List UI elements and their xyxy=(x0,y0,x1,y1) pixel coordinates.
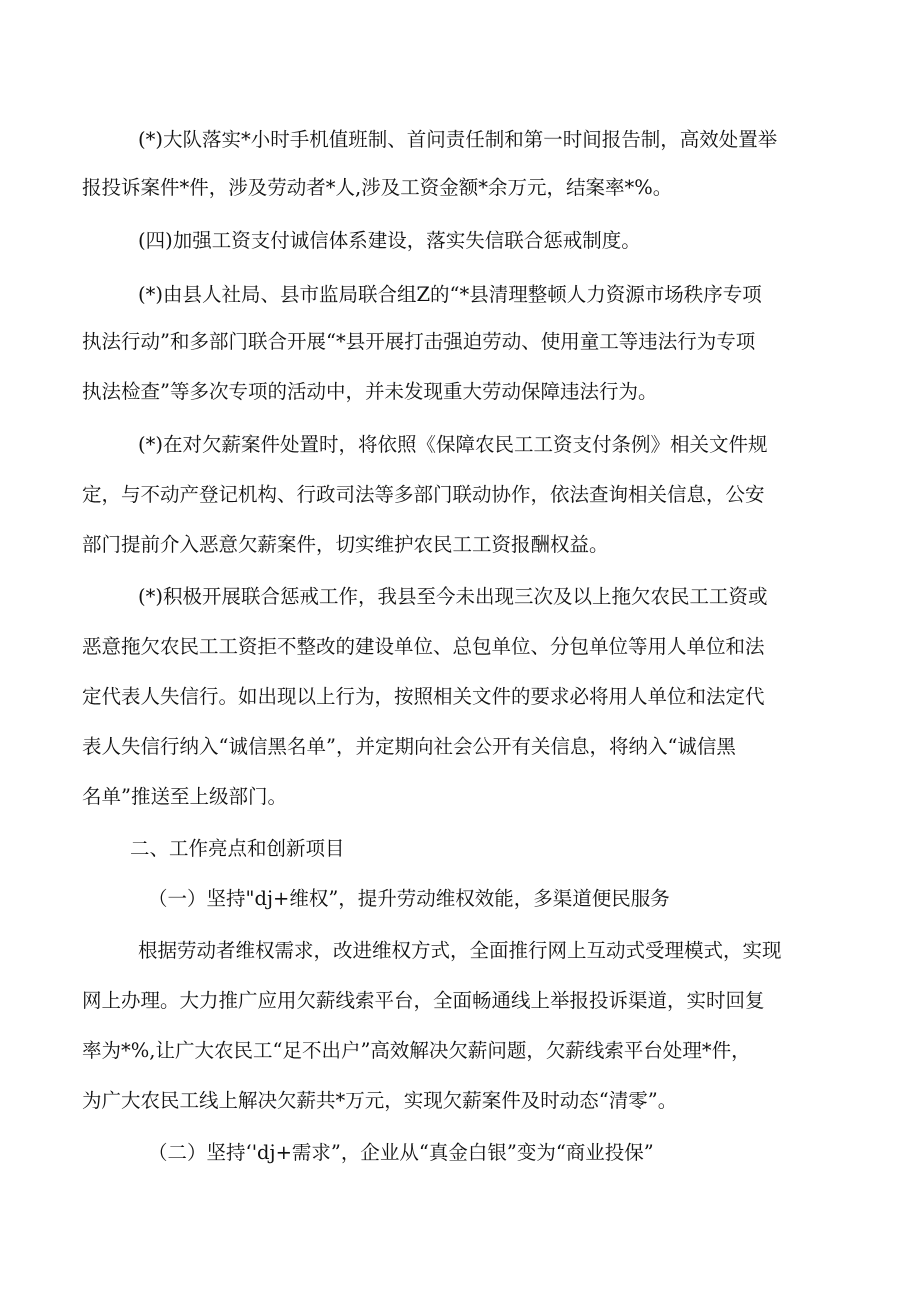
paragraph-5-line-3: 定代表人失信行。如出现以上行为，按照相关文件的要求必将用人单位和法定代 xyxy=(82,685,765,708)
paragraph-5-line-5: 名单”推送至上级部门。 xyxy=(82,785,287,808)
paragraph-8-line-2: 网上办理。大力推广应用欠薪线索平台，全面畅通线上举报投诉渠道，实时回复 xyxy=(82,989,765,1012)
paragraph-1-line-2: 报投诉案件*件，涉及劳动者*人,涉及工资金额*余万元，结案率*%。 xyxy=(82,176,673,199)
paragraph-3-line-2: 执法行动”和多部门联合开展“*县开展打击强迫劳动、使用童工等违法行为专项 xyxy=(82,330,756,353)
paragraph-8-line-1: 根据劳动者维权需求，改进维权方式，全面推行网上互动式受理模式，实现 xyxy=(138,939,782,962)
paragraph-5-line-1: (*)积极开展联合惩戒工作，我县至今未出现三次及以上拖欠农民工工资或 xyxy=(138,585,768,608)
section-heading-four: (四)加强工资支付诚信体系建设，落实失信联合惩戒制度。 xyxy=(138,229,641,252)
paragraph-4-line-2: 定，与不动产登记机构、行政司法等多部门联动协作，依法查询相关信息，公安 xyxy=(82,483,765,506)
paragraph-3-line-3: 执法检查”等多次专项的活动中，并未发现重大劳动保障违法行为。 xyxy=(82,380,658,403)
paragraph-3-line-1: (*)由县人社局、县市监局联合组Z的“*县清理整顿人力资源市场秩序专项 xyxy=(138,283,762,306)
paragraph-8-line-3: 率为*%,让广大农民工“足不出户”高效解决欠薪问题，欠薪线索平台处理*件， xyxy=(82,1039,751,1062)
subsection-heading-two: （二）坚持‘'dj+需求”，企业从“真金白银”变为“商业投保” xyxy=(148,1141,654,1164)
section-heading-two: 二、工作亮点和创新项目 xyxy=(130,837,345,860)
paragraph-5-line-4: 表人失信行纳入“诚信黑名单”，并定期向社会公开有关信息，将纳入“诚信黑 xyxy=(82,735,736,758)
subsection-heading-one: （一）坚持"dj+维权”，提升劳动维权效能，多渠道便民服务 xyxy=(148,887,670,910)
paragraph-4-line-1: (*)在对欠薪案件处置时，将依照《保障农民工工资支付条例》相关文件规 xyxy=(138,433,768,456)
paragraph-4-line-3: 部门提前介入恶意欠薪案件，切实维护农民工工资报酬权益。 xyxy=(82,533,609,556)
paragraph-5-line-2: 恶意拖欠农民工工资拒不整改的建设单位、总包单位、分包单位等用人单位和法 xyxy=(82,635,765,658)
paragraph-1-line-1: (*)大队落实*小时手机值班制、首问责任制和第一时间报告制，高效处置举 xyxy=(138,128,778,151)
paragraph-8-line-4: 为广大农民工线上解决欠薪共*万元，实现欠薪案件及时动态“清零”。 xyxy=(82,1089,678,1112)
